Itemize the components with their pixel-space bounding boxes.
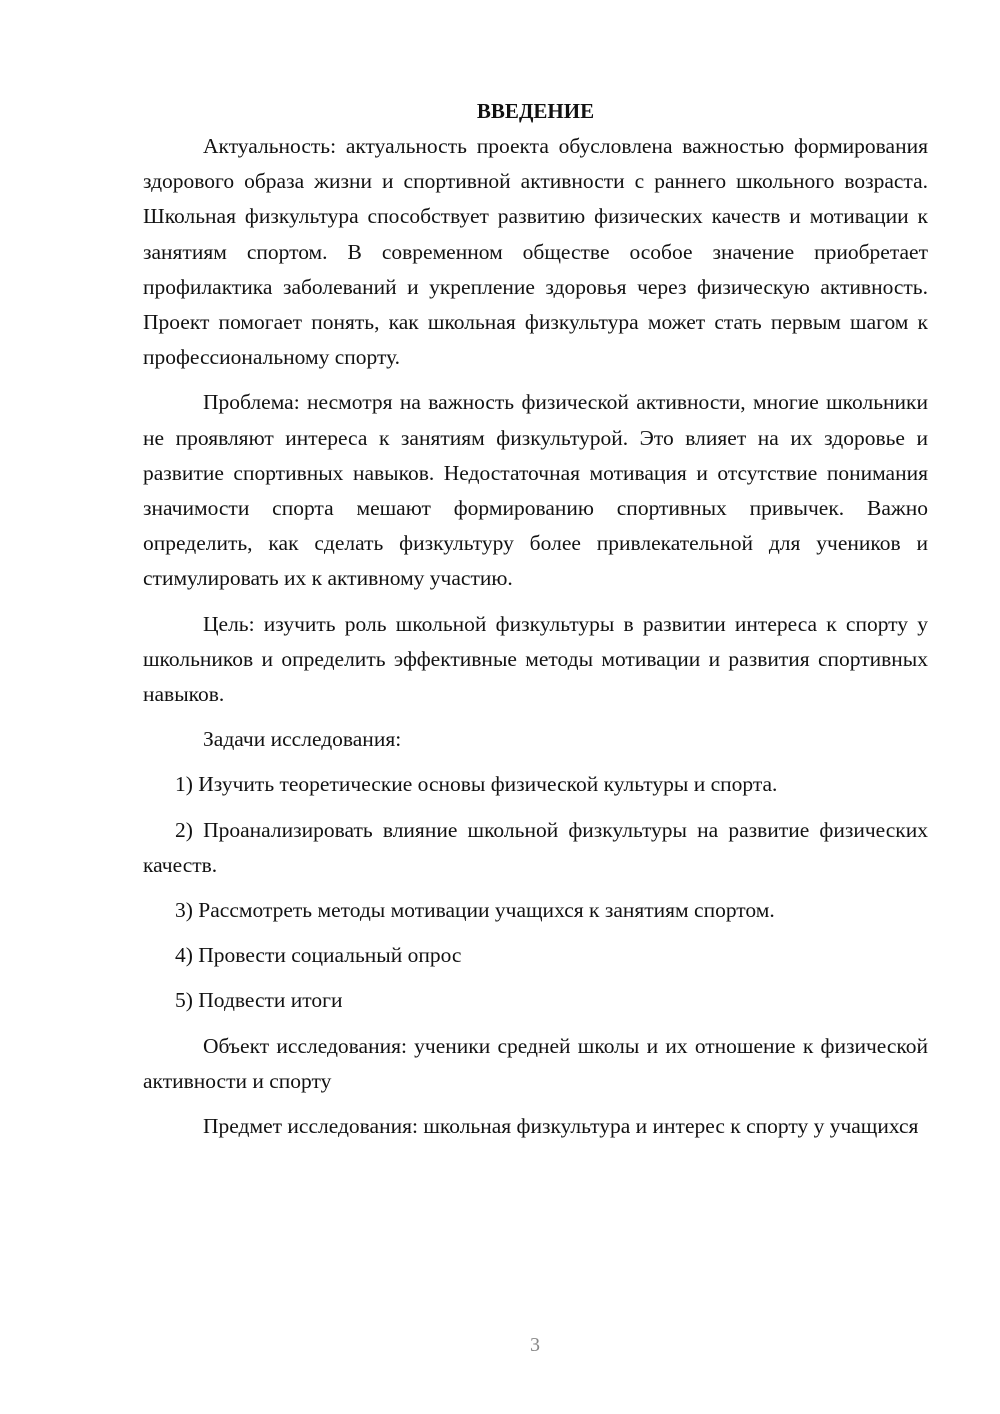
task-item-2: 2) Проанализировать влияние школьной физкультуры на развитие физических качеств. (143, 817, 928, 877)
task-item-4: 4) Провести социальный опрос (175, 943, 462, 968)
task-item-5: 5) Подвести итоги (175, 988, 343, 1013)
problem-paragraph: Проблема: несмотря на важность физической активности, многие школьники не проявляют интереса к занятиям физкультурой. Это влияет на их здоровье и развитие спортивных навыков. Недостаточная мотивация и отсутствие понимания значимости спорта мешают формированию спортивных привычек. Важно определить, как сделать физкультуру более привлекательной для учеников и стимулировать их к активному участию. (143, 390, 928, 591)
tasks-title: Задачи исследования: (203, 727, 402, 752)
tasks-list (143, 767, 928, 1018)
task-item-3: 3) Рассмотреть методы мотивации учащихся к занятиям спортом. (175, 898, 775, 923)
relevance-paragraph: Актуальность: актуальность проекта обусловлена важностью формирования здорового образа жизни и спортивной активности с раннего школьного возраста. Школьная физкультура способствует развитию физических качеств и мотивации к занятиям спортом. В современном обществе особое значение приобретает профилактика заболеваний и укрепление здоровья через физическую активность. Проект помогает понять, как школьная физкультура может стать первым шагом к профессиональному спорту. (143, 134, 928, 370)
goal-paragraph: Цель: изучить роль школьной физкультуры в развитии интереса к спорту у школьников и определить эффективные методы мотивации и развития спортивных навыков. (143, 611, 928, 707)
object-paragraph: Объект исследования: ученики средней школы и их отношение к физической активности и спорту (143, 1033, 928, 1093)
page-content (143, 94, 928, 1154)
task-item-1: 1) Изучить теоретические основы физической культуры и спорта. (175, 772, 778, 797)
section-heading: ВВЕДЕНИЕ (476, 99, 595, 123)
page-number: 3 (530, 1334, 540, 1356)
subject-paragraph: Предмет исследования: школьная физкультура и интерес к спорту у учащихся (203, 1114, 919, 1139)
